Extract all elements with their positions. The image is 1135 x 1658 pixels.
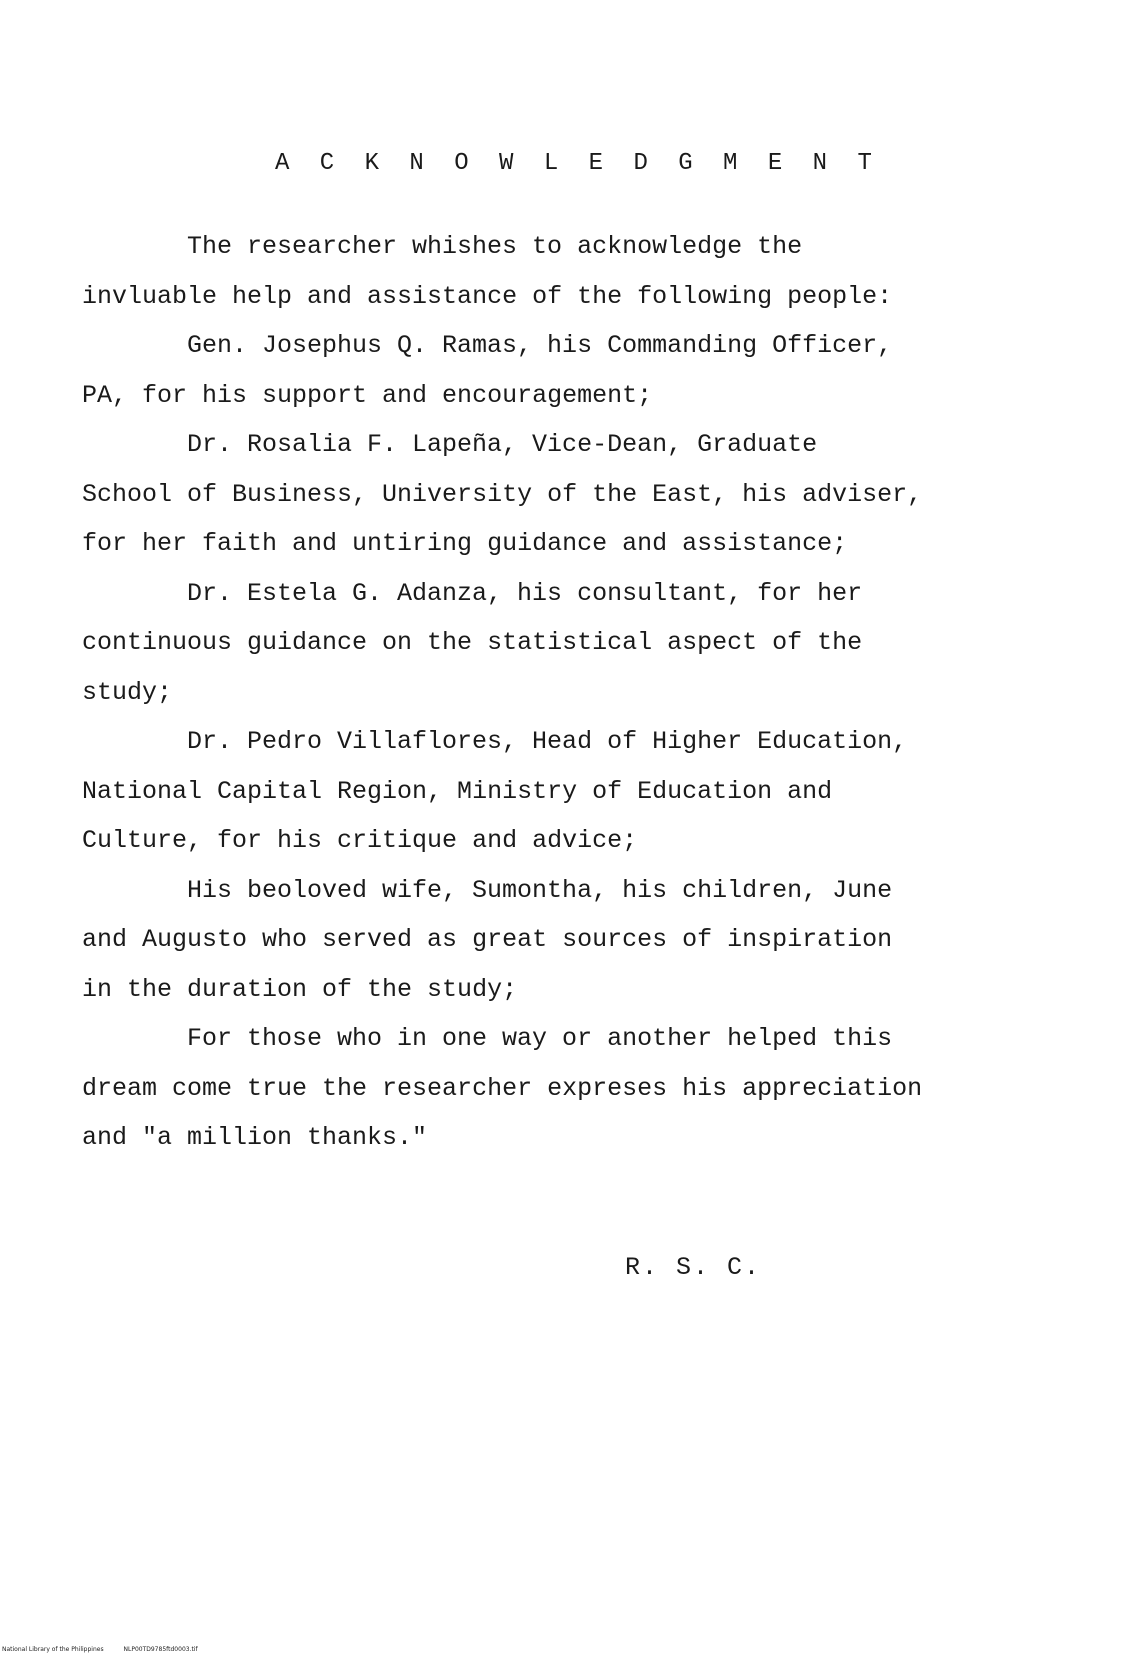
text-line: and Augusto who served as great sources of inspiration [82, 925, 893, 954]
text-line: study; [82, 677, 173, 707]
text-line: Gen. Josephus Q. Ramas, his Commanding Officer, [187, 331, 893, 360]
text-line: continuous guidance on the statistical aspect of the [82, 628, 863, 657]
signature-initials: R. S. C. [625, 1253, 762, 1282]
scan-footer [2, 1646, 216, 1653]
text-line: for her faith and untiring guidance and assistance; [82, 529, 848, 558]
footer-library-name: National Library of the Philippines [2, 1646, 104, 1653]
text-line: Dr. Pedro Villaflores, Head of Higher Education, [187, 727, 908, 756]
text-line: His beoloved wife, Sumontha, his children, June [187, 875, 893, 905]
text-line: School of Business, University of the East, his adviser, [82, 479, 923, 509]
text-line: For those who in one way or another helped this [187, 1024, 893, 1053]
acknowledgment-body [82, 222, 942, 1163]
text-line: Dr. Estela G. Adanza, his consultant, for her [187, 578, 863, 608]
text-line: in the duration of the study; [82, 974, 518, 1004]
text-line: Dr. Rosalia F. Lapeña, Vice-Dean, Graduate [187, 430, 818, 459]
page-title: A C K N O W L E D G M E N T [275, 150, 880, 177]
footer-file-id: NLP00TD9785ftd0003.tif [123, 1646, 198, 1653]
text-line: and "a million thanks." [82, 1123, 428, 1152]
text-line: PA, for his support and encouragement; [82, 380, 653, 410]
text-line: dream come true the researcher expreses his appreciation [82, 1073, 923, 1103]
text-line: invluable help and assistance of the following people: [82, 281, 893, 311]
text-line: The researcher whishes to acknowledge the [187, 232, 803, 261]
text-line: National Capital Region, Ministry of Education and [82, 776, 833, 806]
text-line: Culture, for his critique and advice; [82, 826, 638, 855]
